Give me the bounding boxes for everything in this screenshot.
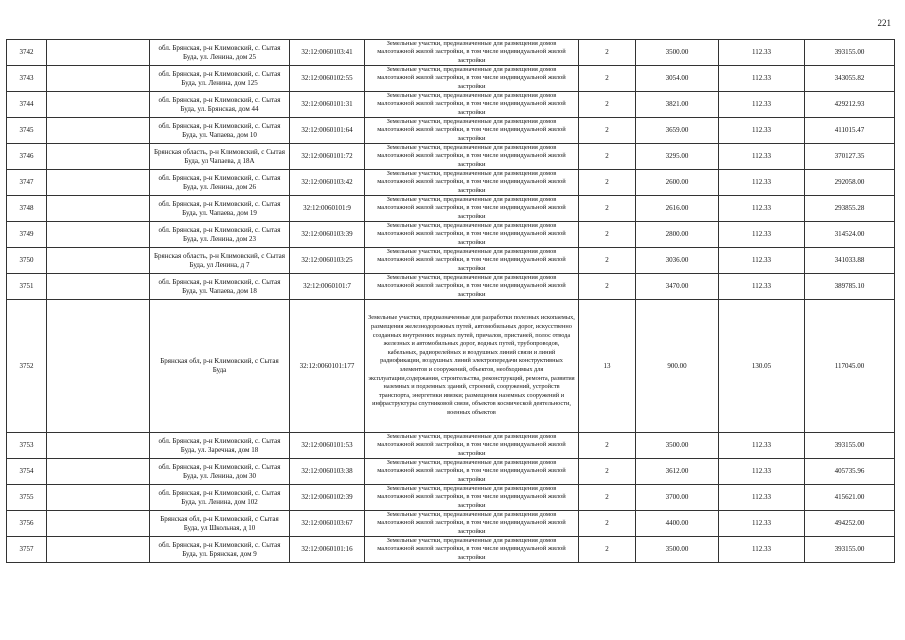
cadastral-value-cell: 117045.00: [805, 300, 895, 433]
row-number-cell: 3752: [7, 300, 47, 433]
area-cell: 4400.00: [636, 511, 719, 537]
area-cell: 3500.00: [636, 433, 719, 459]
spacer-cell: [47, 485, 150, 511]
table-row: [7, 144, 895, 170]
specific-value-cell: 112.33: [719, 170, 805, 196]
area-cell: 2800.00: [636, 222, 719, 248]
row-number-cell: 3749: [7, 222, 47, 248]
use-group-cell: 2: [579, 485, 636, 511]
row-number-cell: 3751: [7, 274, 47, 300]
land-use-cell: Земельные участки, предназначенные для размещения домов малоэтажной жилой застройки, в том числе индивидуальной жилой застройки: [365, 274, 579, 300]
address-cell: обл. Брянская, р-н Климовский, с. Сытая Буда, ул. Ленина, дом 26: [150, 170, 290, 196]
use-group-cell: 2: [579, 40, 636, 66]
address-cell: обл. Брянская, р-н Климовский, с. Сытая Буда, ул. Брянская, дом 44: [150, 92, 290, 118]
area-cell: 3500.00: [636, 40, 719, 66]
spacer-cell: [47, 433, 150, 459]
land-use-cell: Земельные участки, предназначенные для размещения домов малоэтажной жилой застройки, в том числе индивидуальной жилой застройки: [365, 40, 579, 66]
specific-value-cell: 112.33: [719, 433, 805, 459]
table-row: [7, 248, 895, 274]
cadastral-value-cell: 415621.00: [805, 485, 895, 511]
address-cell: Брянская обл, р-н Климовский, с Сытая Буда, ул Школьная, д 10: [150, 511, 290, 537]
land-use-cell: Земельные участки, предназначенные для размещения домов малоэтажной жилой застройки, в том числе индивидуальной жилой застройки: [365, 118, 579, 144]
address-cell: обл. Брянская, р-н Климовский, с. Сытая Буда, ул. Чапаева, дом 19: [150, 196, 290, 222]
table-row: [7, 300, 895, 433]
cadastral-value-cell: 389785.10: [805, 274, 895, 300]
spacer-cell: [47, 40, 150, 66]
specific-value-cell: 112.33: [719, 92, 805, 118]
cadastral-number-cell: 32:12:0060102:39: [290, 485, 365, 511]
cadastral-value-cell: 314524.00: [805, 222, 895, 248]
land-use-cell: Земельные участки, предназначенные для размещения домов малоэтажной жилой застройки, в том числе индивидуальной жилой застройки: [365, 537, 579, 563]
specific-value-cell: 112.33: [719, 222, 805, 248]
area-cell: 3295.00: [636, 144, 719, 170]
row-number-cell: 3754: [7, 459, 47, 485]
area-cell: 3470.00: [636, 274, 719, 300]
address-cell: обл. Брянская, р-н Климовский, с. Сытая Буда, ул. Брянская, дом 9: [150, 537, 290, 563]
land-use-cell: Земельные участки, предназначенные для размещения домов малоэтажной жилой застройки, в том числе индивидуальной жилой застройки: [365, 433, 579, 459]
table-row: [7, 222, 895, 248]
spacer-cell: [47, 92, 150, 118]
page-number: 221: [877, 18, 891, 28]
address-cell: Брянская область, р-н Климовский, с Сытая Буда, ул Чапаева, д 18А: [150, 144, 290, 170]
table-row: [7, 196, 895, 222]
address-cell: обл. Брянская, р-н Климовский, с. Сытая Буда, ул. Чапаева, дом 10: [150, 118, 290, 144]
use-group-cell: 13: [579, 300, 636, 433]
cadastral-number-cell: 32:12:0060103:67: [290, 511, 365, 537]
cadastral-value-cell: 393155.00: [805, 537, 895, 563]
area-cell: 3659.00: [636, 118, 719, 144]
cadastral-value-cell: 429212.93: [805, 92, 895, 118]
row-number-cell: 3753: [7, 433, 47, 459]
use-group-cell: 2: [579, 459, 636, 485]
cadastral-value-cell: 370127.35: [805, 144, 895, 170]
land-use-cell: Земельные участки, предназначенные для размещения домов малоэтажной жилой застройки, в том числе индивидуальной жилой застройки: [365, 170, 579, 196]
use-group-cell: 2: [579, 537, 636, 563]
area-cell: 2616.00: [636, 196, 719, 222]
spacer-cell: [47, 274, 150, 300]
land-use-cell: Земельные участки, предназначенные для размещения домов малоэтажной жилой застройки, в том числе индивидуальной жилой застройки: [365, 485, 579, 511]
table-row: [7, 485, 895, 511]
specific-value-cell: 112.33: [719, 144, 805, 170]
land-plot-table: [6, 39, 895, 563]
cadastral-value-cell: 405735.96: [805, 459, 895, 485]
area-cell: 3036.00: [636, 248, 719, 274]
use-group-cell: 2: [579, 511, 636, 537]
address-cell: обл. Брянская, р-н Климовский, с. Сытая Буда, ул. Ленина, дом 25: [150, 40, 290, 66]
area-cell: 3612.00: [636, 459, 719, 485]
area-cell: 3500.00: [636, 537, 719, 563]
area-cell: 2600.00: [636, 170, 719, 196]
land-use-cell: Земельные участки, предназначенные для размещения домов малоэтажной жилой застройки, в том числе индивидуальной жилой застройки: [365, 222, 579, 248]
cadastral-number-cell: 32:12:0060103:42: [290, 170, 365, 196]
row-number-cell: 3746: [7, 144, 47, 170]
cadastral-number-cell: 32:12:0060101:64: [290, 118, 365, 144]
cadastral-value-cell: 343055.82: [805, 66, 895, 92]
cadastral-value-cell: 393155.00: [805, 433, 895, 459]
table-body: [7, 40, 895, 563]
specific-value-cell: 112.33: [719, 274, 805, 300]
area-cell: 3700.00: [636, 485, 719, 511]
use-group-cell: 2: [579, 170, 636, 196]
use-group-cell: 2: [579, 118, 636, 144]
spacer-cell: [47, 511, 150, 537]
cadastral-number-cell: 32:12:0060103:38: [290, 459, 365, 485]
table-row: [7, 537, 895, 563]
cadastral-number-cell: 32:12:0060101:72: [290, 144, 365, 170]
specific-value-cell: 112.33: [719, 537, 805, 563]
area-cell: 3054.00: [636, 66, 719, 92]
spacer-cell: [47, 459, 150, 485]
table-row: [7, 433, 895, 459]
table-row: [7, 92, 895, 118]
land-use-cell: Земельные участки, предназначенные для разработки полезных ископаемых, размещения железнодорожных путей, автомобильных дорог, искусственно созданных внутренних водных путей, причалов, пристаней, полос отвода железных и автомобильных дорог, водных путей, трубопроводов, кабельных, радиорелейных и воздушных линий связи и линий радиофикации, воздушных линий электропередачи конструктивных элементов и сооружений, объектов, необходимых для эксплуатации,содержания, строительства, реконструкций, ремонта, развития наземных и подземных зданий, строений, сооружений, устройств транспорта, энергетики ивязки; размещения наземных сооружений и инфраструктуры спутниковой связи, объектов космической деятельности, военных объектов: [365, 300, 579, 433]
spacer-cell: [47, 300, 150, 433]
row-number-cell: 3756: [7, 511, 47, 537]
land-use-cell: Земельные участки, предназначенные для размещения домов малоэтажной жилой застройки, в том числе индивидуальной жилой застройки: [365, 92, 579, 118]
specific-value-cell: 112.33: [719, 66, 805, 92]
address-cell: обл. Брянская, р-н Климовский, с. Сытая Буда, ул. Ленина, дом 102: [150, 485, 290, 511]
specific-value-cell: 112.33: [719, 511, 805, 537]
row-number-cell: 3744: [7, 92, 47, 118]
address-cell: обл. Брянская, р-н Климовский, с. Сытая Буда, ул. Заречная, дом 18: [150, 433, 290, 459]
cadastral-number-cell: 32:12:0060101:177: [290, 300, 365, 433]
spacer-cell: [47, 248, 150, 274]
table-row: [7, 66, 895, 92]
cadastral-number-cell: 32:12:0060101:9: [290, 196, 365, 222]
specific-value-cell: 112.33: [719, 196, 805, 222]
specific-value-cell: 112.33: [719, 248, 805, 274]
use-group-cell: 2: [579, 248, 636, 274]
table-row: [7, 40, 895, 66]
table-row: [7, 118, 895, 144]
spacer-cell: [47, 196, 150, 222]
address-cell: обл. Брянская, р-н Климовский, с. Сытая Буда, ул. Ленина, дом 125: [150, 66, 290, 92]
row-number-cell: 3747: [7, 170, 47, 196]
cadastral-value-cell: 292058.00: [805, 170, 895, 196]
cadastral-number-cell: 32:12:0060103:39: [290, 222, 365, 248]
land-use-cell: Земельные участки, предназначенные для размещения домов малоэтажной жилой застройки, в том числе индивидуальной жилой застройки: [365, 248, 579, 274]
use-group-cell: 2: [579, 222, 636, 248]
specific-value-cell: 112.33: [719, 485, 805, 511]
area-cell: 900.00: [636, 300, 719, 433]
address-cell: Брянская область, р-н Климовский, с Сытая Буда, ул Ленина, д 7: [150, 248, 290, 274]
cadastral-number-cell: 32:12:0060103:25: [290, 248, 365, 274]
row-number-cell: 3750: [7, 248, 47, 274]
use-group-cell: 2: [579, 274, 636, 300]
address-cell: обл. Брянская, р-н Климовский, с. Сытая Буда, ул. Ленина, дом 23: [150, 222, 290, 248]
row-number-cell: 3755: [7, 485, 47, 511]
row-number-cell: 3742: [7, 40, 47, 66]
land-use-cell: Земельные участки, предназначенные для размещения домов малоэтажной жилой застройки, в том числе индивидуальной жилой застройки: [365, 66, 579, 92]
cadastral-value-cell: 494252.00: [805, 511, 895, 537]
cadastral-value-cell: 341033.88: [805, 248, 895, 274]
cadastral-number-cell: 32:12:0060101:7: [290, 274, 365, 300]
cadastral-value-cell: 393155.00: [805, 40, 895, 66]
specific-value-cell: 112.33: [719, 40, 805, 66]
table-row: [7, 274, 895, 300]
cadastral-number-cell: 32:12:0060101:16: [290, 537, 365, 563]
cadastral-value-cell: 293855.28: [805, 196, 895, 222]
spacer-cell: [47, 170, 150, 196]
cadastral-value-cell: 411015.47: [805, 118, 895, 144]
row-number-cell: 3745: [7, 118, 47, 144]
specific-value-cell: 112.33: [719, 459, 805, 485]
land-use-cell: Земельные участки, предназначенные для размещения домов малоэтажной жилой застройки, в том числе индивидуальной жилой застройки: [365, 196, 579, 222]
table-row: [7, 459, 895, 485]
use-group-cell: 2: [579, 433, 636, 459]
table-row: [7, 170, 895, 196]
specific-value-cell: 112.33: [719, 118, 805, 144]
address-cell: обл. Брянская, р-н Климовский, с. Сытая Буда, ул. Чапаева, дом 18: [150, 274, 290, 300]
address-cell: Брянская обл, р-н Климовский, с Сытая Буда: [150, 300, 290, 433]
land-use-cell: Земельные участки, предназначенные для размещения домов малоэтажной жилой застройки, в том числе индивидуальной жилой застройки: [365, 511, 579, 537]
use-group-cell: 2: [579, 144, 636, 170]
use-group-cell: 2: [579, 66, 636, 92]
spacer-cell: [47, 144, 150, 170]
use-group-cell: 2: [579, 92, 636, 118]
land-use-cell: Земельные участки, предназначенные для размещения домов малоэтажной жилой застройки, в том числе индивидуальной жилой застройки: [365, 144, 579, 170]
specific-value-cell: 130.05: [719, 300, 805, 433]
cadastral-number-cell: 32:12:0060103:41: [290, 40, 365, 66]
cadastral-number-cell: 32:12:0060101:31: [290, 92, 365, 118]
cadastral-number-cell: 32:12:0060101:53: [290, 433, 365, 459]
table-row: [7, 511, 895, 537]
row-number-cell: 3757: [7, 537, 47, 563]
address-cell: обл. Брянская, р-н Климовский, с. Сытая Буда, ул. Ленина, дом 30: [150, 459, 290, 485]
area-cell: 3821.00: [636, 92, 719, 118]
spacer-cell: [47, 537, 150, 563]
row-number-cell: 3743: [7, 66, 47, 92]
spacer-cell: [47, 66, 150, 92]
row-number-cell: 3748: [7, 196, 47, 222]
cadastral-number-cell: 32:12:0060102:55: [290, 66, 365, 92]
spacer-cell: [47, 118, 150, 144]
spacer-cell: [47, 222, 150, 248]
use-group-cell: 2: [579, 196, 636, 222]
land-use-cell: Земельные участки, предназначенные для размещения домов малоэтажной жилой застройки, в том числе индивидуальной жилой застройки: [365, 459, 579, 485]
